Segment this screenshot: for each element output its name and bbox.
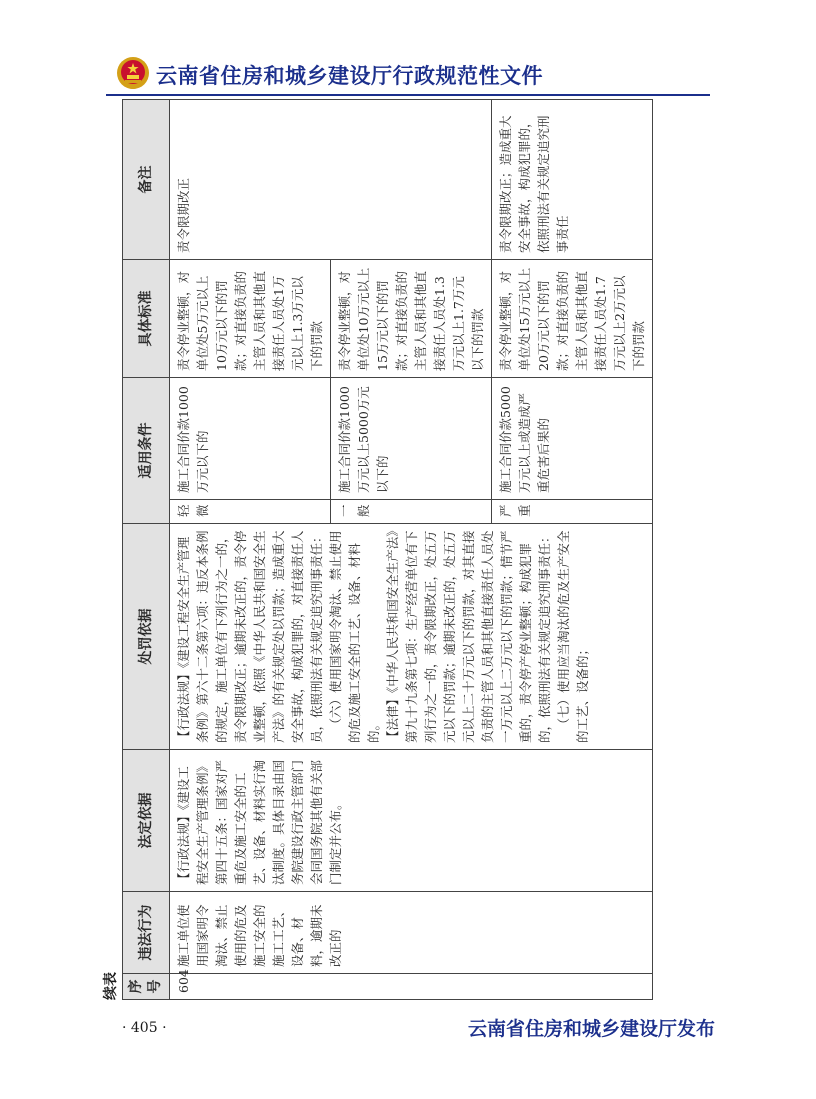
column-header-number: 序号 <box>123 974 170 1000</box>
rotated-table-region <box>100 100 710 1000</box>
level-general: 一般 <box>331 500 492 524</box>
condition-general: 施工合同价款1000万元以上5000万元以下的 <box>331 378 492 500</box>
condition-minor: 施工合同价款1000万元以下的 <box>170 378 331 500</box>
penalty-basis-regulation: 【行政法规】《建设工程安全生产管理条例》第六十二条第六项：违反本条例的规定，施工单位有下列行为之一的，责令限期改正；逾期未改正的，责令停业整顿，依照《中华人民共和国安全生产法》的有关规定处以罚款；造成重大安全事故，构成犯罪的，对直接责任人员，依照刑法有关规定追究刑事责任： <box>176 530 324 743</box>
document-header <box>116 56 716 96</box>
penalty-table <box>122 99 653 1000</box>
header-divider <box>106 94 710 96</box>
column-header-condition: 适用条件 <box>123 378 170 524</box>
standard-general: 责令停业整顿，对单位处10万元以上15万元以下的罚款；对直接负责的主管人员和其他直接责任人员处1.3万元以上1.7万元以下的罚款 <box>331 260 492 378</box>
continued-label: 续表 <box>103 972 119 1000</box>
penalty-basis-item-7: （七）使用应当淘汰的危及生产安全的工艺、设备的； <box>556 530 590 743</box>
condition-severe: 施工合同价款5000万元以上或造成严重危害后果的 <box>492 378 653 500</box>
violation-cell: 施工单位使用国家明令淘汰、禁止使用的危及施工安全的施工工艺、设备、材料，逾期未改正的 <box>170 892 653 974</box>
level-severe: 严重 <box>492 500 653 524</box>
remark-minor-general: 责令限期改正 <box>170 100 492 260</box>
column-header-legal-basis: 法定依据 <box>123 750 170 892</box>
row-number: 604 <box>170 974 653 1000</box>
column-header-violation: 违法行为 <box>123 892 170 974</box>
table-row <box>170 100 331 1000</box>
document-header-title: 云南省住房和城乡建设厅行政规范性文件 <box>156 64 543 88</box>
penalty-basis-cell <box>170 524 653 750</box>
column-header-remark: 备注 <box>123 100 170 260</box>
standard-severe: 责令停业整顿，对单位处15万元以上20万元以下的罚款；对直接负责的主管人员和其他直接责任人员处1.7万元以上2万元以下的罚款 <box>492 260 653 378</box>
remark-severe: 责令限期改正；造成重大安全事故，构成犯罪的，依照刑法有关规定追究刑事责任 <box>492 100 653 260</box>
footer-publisher: 云南省住房和城乡建设厅发布 <box>468 1018 716 1040</box>
page-number: · 405 · <box>122 1020 167 1036</box>
penalty-basis-law: 【法律】《中华人民共和国安全生产法》第九十九条第七项：生产经营单位有下列行为之一的，责令限期改正，处五万元以下的罚款；逾期未改正的，处五万元以上二十万元以下的罚款，对其直接负责的主管人员和其他直接责任人员处一万元以上二万元以下的罚款；情节严重的，责令停产停业整顿；构成犯罪的，依照刑法有关规定追究刑事责任： <box>385 530 552 743</box>
column-header-standard: 具体标准 <box>123 260 170 378</box>
column-header-penalty-basis: 处罚依据 <box>123 524 170 750</box>
level-minor: 轻微 <box>170 500 331 524</box>
table-header-row <box>123 100 170 1000</box>
legal-basis-cell: 【行政法规】《建设工程安全生产管理条例》第四十五条：国家对严重危及施工安全的工艺、设备、材料实行淘汰制度。具体目录由国务院建设行政主管部门会同国务院其他有关部门制定并公布。 <box>170 750 653 892</box>
penalty-basis-item-6: （六）使用国家明令淘汰、禁止使用的危及施工安全的工艺、设备、材料的。 <box>328 530 381 743</box>
standard-minor: 责令停业整顿，对单位处5万元以上10万元以下的罚款；对直接负责的主管人员和其他直接责任人员处1万元以上1.3万元以下的罚款 <box>170 260 331 378</box>
national-emblem-icon <box>116 56 150 90</box>
